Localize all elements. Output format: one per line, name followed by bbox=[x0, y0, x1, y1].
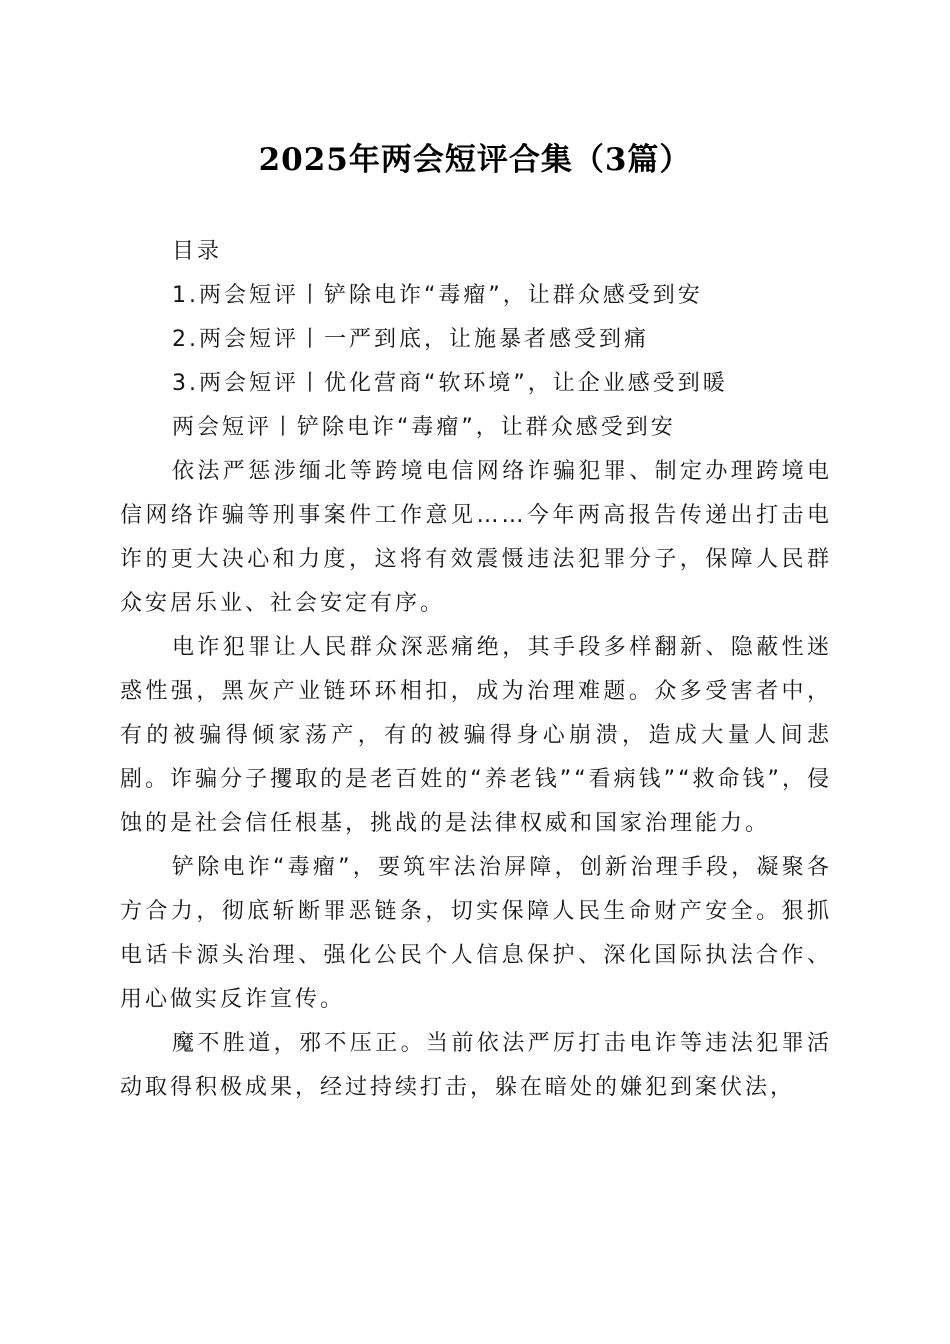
document-title: 2025年两会短评合集（3篇） bbox=[258, 142, 692, 178]
article-heading: 两会短评丨铲除电诈“毒瘤”，让群众感受到安 bbox=[172, 415, 676, 440]
document-body bbox=[120, 230, 832, 1110]
toc-item: 2.两会短评丨一严到底，让施暴者感受到痛 bbox=[172, 327, 649, 352]
toc-heading: 目录 bbox=[172, 239, 223, 264]
paragraph: 电诈犯罪让人民群众深恶痛绝，其手段多样翻新、隐蔽性迷惑性强，黑灰产业链环环相扣，成为治理难题。众多受害者中，有的被骗得倾家荡产，有的被骗得身心崩溃，造成大量人间悲剧。诈骗分子攫取的是老百姓的“养老钱”“看病钱”“救命钱”，侵蚀的是社会信任根基，挑战的是法律权威和国家治理能力。 bbox=[120, 635, 832, 836]
toc-item: 3.两会短评丨优化营商“软环境”，让企业感受到暖 bbox=[172, 371, 728, 396]
paragraph: 魔不胜道，邪不压正。当前依法严厉打击电诈等违法犯罪活动取得积极成果，经过持续打击，躲在暗处的嫌犯到案伏法， bbox=[120, 1031, 832, 1100]
paragraph: 铲除电诈“毒瘤”，要筑牢法治屏障，创新治理手段，凝聚各方合力，彻底斩断罪恶链条，切实保障人民生命财产安全。狠抓电话卡源头治理、强化公民个人信息保护、深化国际执法合作、用心做实反诈宣传。 bbox=[120, 855, 832, 1012]
paragraph: 依法严惩涉缅北等跨境电信网络诈骗犯罪、制定办理跨境电信网络诈骗等刑事案件工作意见……今年两高报告传递出打击电诈的更大决心和力度，这将有效震慑违法犯罪分子，保障人民群众安居乐业、社会安定有序。 bbox=[120, 459, 832, 616]
toc-item: 1.两会短评丨铲除电诈“毒瘤”，让群众感受到安 bbox=[172, 283, 703, 308]
